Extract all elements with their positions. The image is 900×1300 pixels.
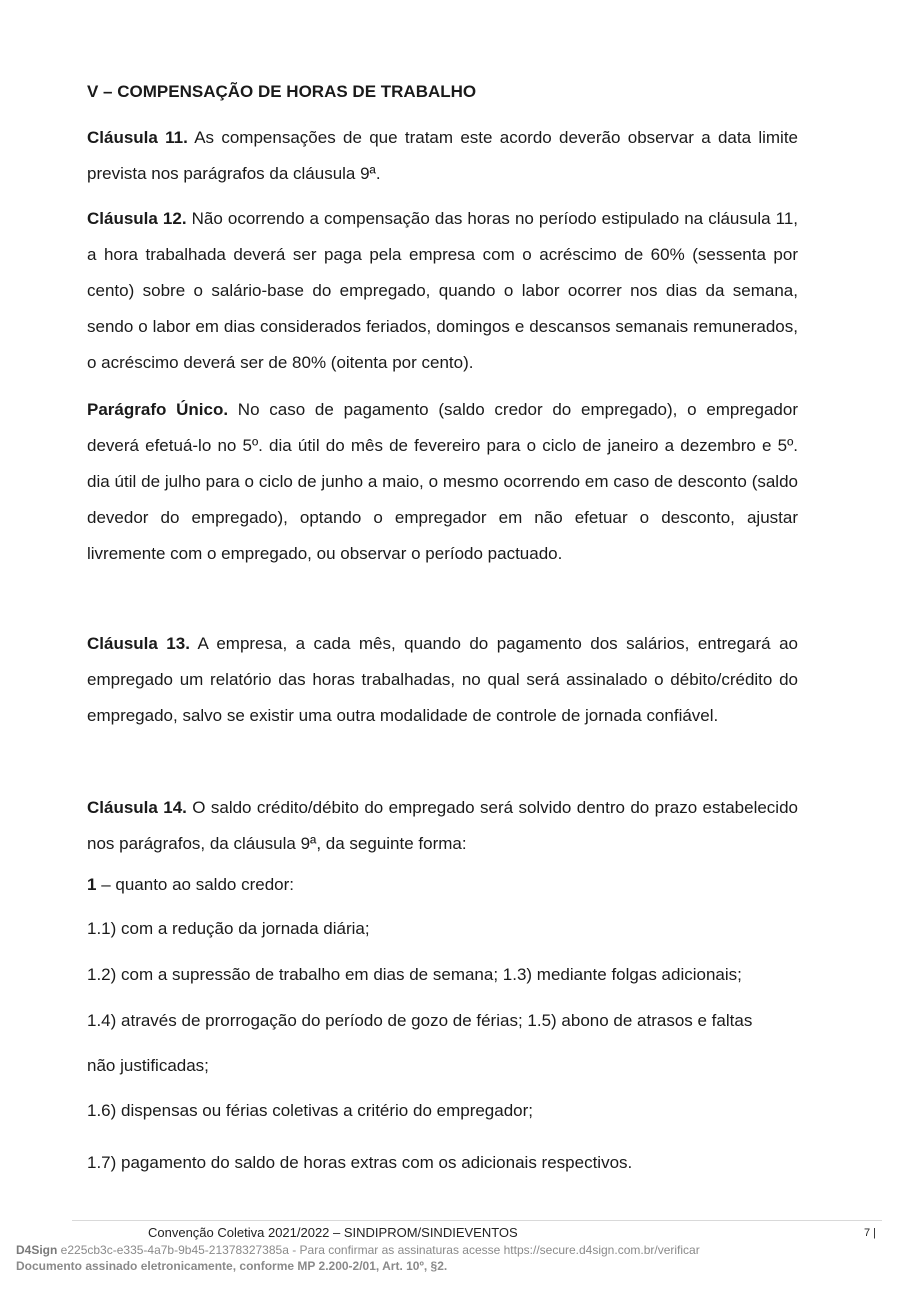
- list-item-1-1: 1.1) com a redução da jornada diária;: [87, 919, 370, 938]
- list-item-1-6: 1.6) dispensas ou férias coletivas a critério do empregador;: [87, 1101, 534, 1120]
- clause-11-label: Cláusula 11.: [87, 128, 188, 147]
- signature-legal-notice: Documento assinado eletronicamente, conforme MP 2.200-2/01, Art. 10º, §2.: [16, 1259, 448, 1273]
- signature-verification-text: e225cb3c-e335-4a7b-9b45-21378327385a - Para confirmar as assinaturas acesse https://secure.d4sign.com.br/verificar: [57, 1243, 700, 1257]
- paragrafo-unico: [87, 392, 798, 572]
- signature-brand: D4Sign: [16, 1243, 58, 1257]
- clause-14-label: Cláusula 14.: [87, 798, 187, 817]
- paragrafo-unico-label: Parágrafo Único.: [87, 400, 229, 419]
- clause-14: [87, 790, 798, 862]
- item-1-number: 1: [87, 875, 97, 894]
- clause-12-text: Não ocorrendo a compensação das horas no período estipulado na cláusula 11, a hora trabalhada deverá ser paga pela empresa com o acréscimo de 60% (sessenta por cento) sobre o salário-base do empregado, quando o labor ocorrer nos dias da semana, sendo o labor em dias considerados feriados, domingos e descansos semanais remunerados, o acréscimo deverá ser de 80% (oitenta por cento).: [87, 209, 798, 372]
- list-item-1-4: 1.4) através de prorrogação do período de gozo de férias; 1.5) abono de atrasos e faltas: [87, 1011, 753, 1030]
- paragrafo-unico-text: No caso de pagamento (saldo credor do empregado), o empregador deverá efetuá-lo no 5º. dia útil do mês de fevereiro para o ciclo de janeiro a dezembro e 5º. dia útil de julho para o ciclo de junho a maio, o mesmo ocorrendo em caso de desconto (saldo devedor do empregado), optando o empregador em não efetuar o desconto, ajustar livremente com o empregado, ou observar o período pactuado.: [87, 400, 798, 563]
- list-item-1-2: 1.2) com a supressão de trabalho em dias de semana; 1.3) mediante folgas adicionais;: [87, 965, 742, 984]
- footer-title: Convenção Coletiva 2021/2022 – SINDIPROM/SINDIEVENTOS: [148, 1225, 518, 1240]
- clause-12-label: Cláusula 12.: [87, 209, 187, 228]
- footer-divider: [72, 1220, 882, 1221]
- clause-13-text: A empresa, a cada mês, quando do pagamento dos salários, entregará ao empregado um relatório das horas trabalhadas, no qual será assinalado o débito/crédito do empregado, salvo se existir uma outra modalidade de controle de jornada confiável.: [87, 634, 798, 725]
- list-item-1-7: 1.7) pagamento do saldo de horas extras com os adicionais respectivos.: [87, 1153, 633, 1172]
- section-heading: V – COMPENSAÇÃO DE HORAS DE TRABALHO: [87, 82, 477, 101]
- page-number: 7 |: [864, 1227, 877, 1239]
- clause-11: [87, 120, 798, 192]
- clause-13: [87, 626, 798, 734]
- clause-14-text: O saldo crédito/débito do empregado será solvido dentro do prazo estabelecido nos parágrafos, da cláusula 9ª, da seguinte forma:: [87, 798, 798, 853]
- item-1: [87, 873, 798, 897]
- signature-verification-line: [16, 1243, 700, 1257]
- clause-11-text: As compensações de que tratam este acordo deverão observar a data limite prevista nos parágrafos da cláusula 9ª.: [87, 128, 798, 183]
- clause-12: [87, 201, 798, 381]
- item-1-text: – quanto ao saldo credor:: [96, 875, 294, 894]
- list-item-1-4-continued: não justificadas;: [87, 1056, 209, 1075]
- clause-13-label: Cláusula 13.: [87, 634, 190, 653]
